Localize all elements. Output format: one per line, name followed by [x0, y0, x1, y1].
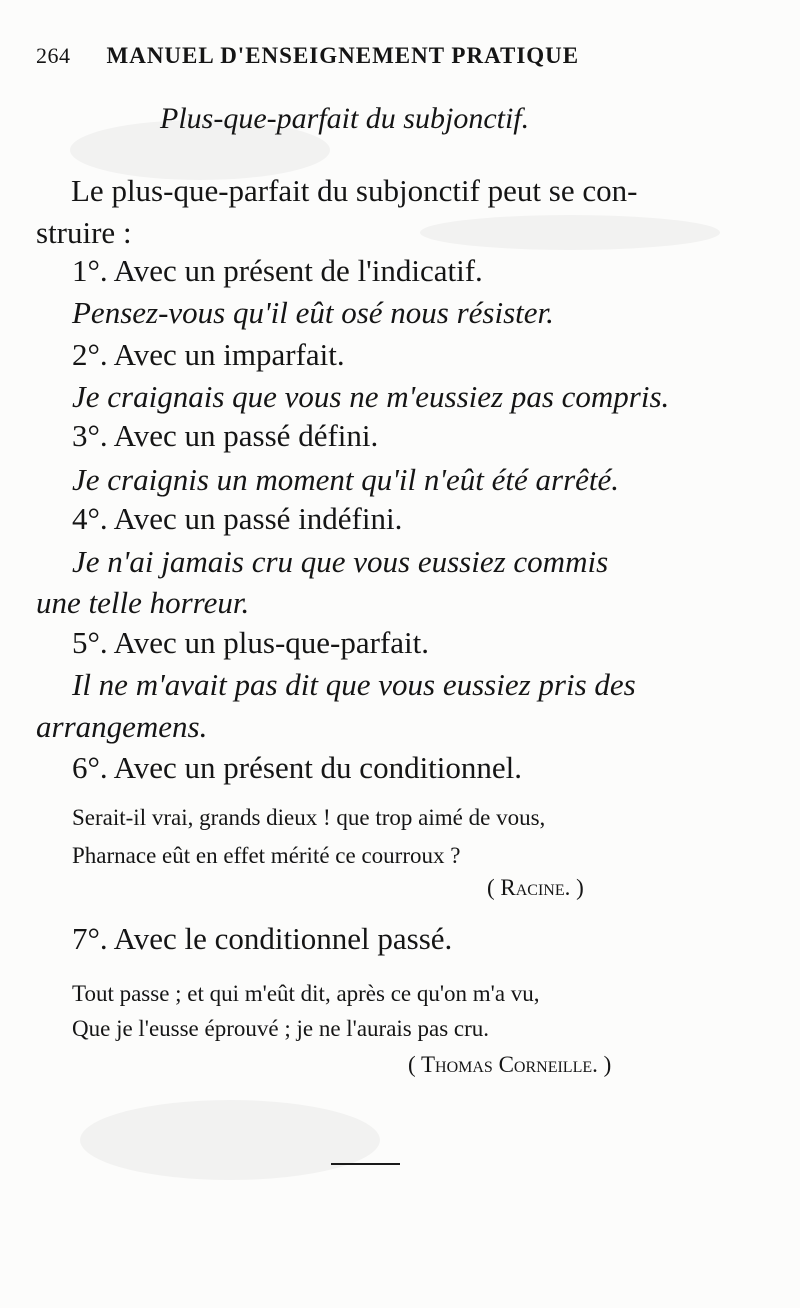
verse-line: Pharnace eût en effet mérité ce courroux ?	[72, 843, 461, 868]
paper-smudge	[420, 215, 720, 250]
rule-label: 7°. Avec le conditionnel passé.	[72, 921, 453, 956]
rule-label: 5°. Avec un plus-que-parfait.	[72, 625, 430, 660]
rule-label: 4°. Avec un passé indéfini.	[72, 501, 403, 536]
rule-example: arrangemens.	[36, 709, 208, 744]
verse-line: Serait-il vrai, grands dieux ! que trop aimé de vous,	[72, 805, 546, 830]
section-title: Plus-que-parfait du subjonctif.	[160, 102, 530, 135]
rule-example: Pensez-vous qu'il eût osé nous résister.	[72, 295, 554, 330]
rule-label: 3°. Avec un passé défini.	[72, 418, 379, 453]
running-header	[36, 44, 579, 67]
intro-line-1: Le plus-que-parfait du subjonctif peut se con-	[71, 173, 638, 208]
rule-example: Je n'ai jamais cru que vous eussiez commis	[72, 544, 609, 579]
verse-line: Tout passe ; et qui m'eût dit, après ce qu'on m'a vu,	[72, 981, 540, 1006]
rule-example: une telle horreur.	[36, 585, 250, 620]
quote-attribution: ( Racine. )	[487, 875, 584, 900]
rule-label: 1°. Avec un présent de l'indicatif.	[72, 253, 483, 288]
rule-label: 6°. Avec un présent du conditionnel.	[72, 750, 523, 785]
rule-example: Je craignais que vous ne m'eussiez pas compris.	[72, 379, 670, 414]
verse-line: Que je l'eusse éprouvé ; je ne l'aurais pas cru.	[72, 1016, 490, 1041]
page-number: 264	[36, 43, 71, 68]
rule-label: 2°. Avec un imparfait.	[72, 337, 345, 372]
closing-rule	[331, 1163, 400, 1165]
intro-line-2: struire :	[36, 215, 132, 250]
rule-example: Je craignis un moment qu'il n'eût été arrêté.	[72, 462, 620, 497]
quote-attribution: ( Thomas Corneille. )	[408, 1052, 612, 1077]
paper-smudge	[80, 1100, 380, 1180]
running-title: MANUEL D'ENSEIGNEMENT PRATIQUE	[106, 43, 580, 68]
rule-example: Il ne m'avait pas dit que vous eussiez pris des	[72, 667, 636, 702]
